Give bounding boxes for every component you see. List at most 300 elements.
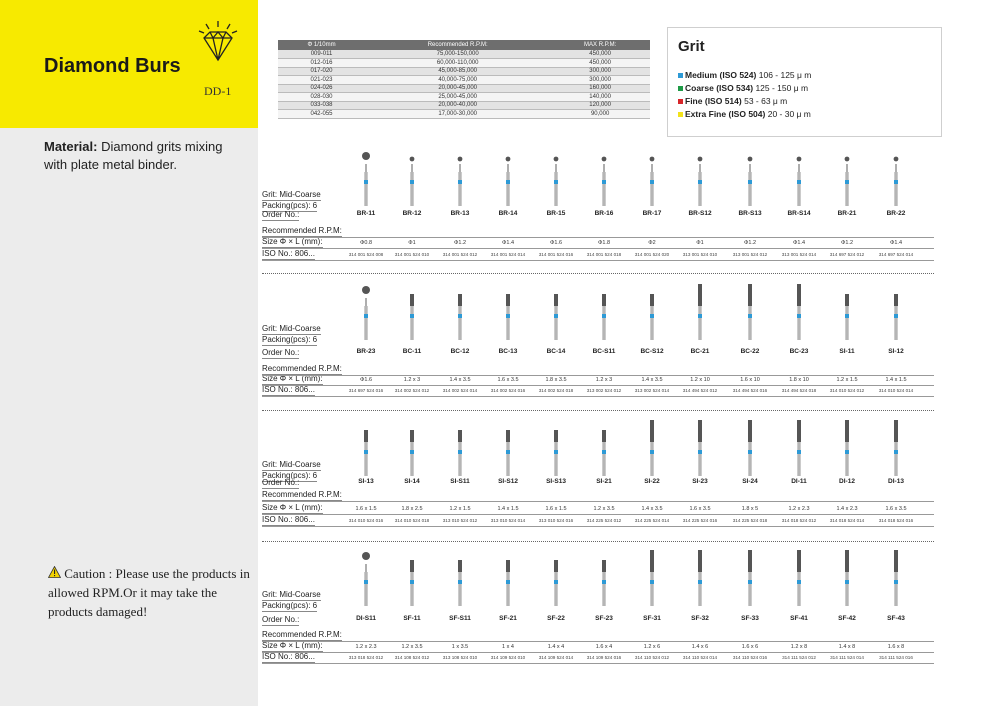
iso-number: 314 111 524 012 — [782, 655, 816, 660]
bur-icon — [696, 150, 704, 206]
bur-image — [843, 284, 851, 345]
table-row — [278, 84, 650, 93]
bur-icon — [696, 284, 704, 340]
size-value: Φ1.8 — [597, 240, 611, 246]
table-cell: 17,000-30,000 — [365, 110, 550, 119]
bur-image — [552, 550, 560, 611]
iso-number: 314 111 524 016 — [879, 655, 913, 660]
order-number: DI-11 — [791, 478, 807, 485]
iso-number: 314 002 524 014 — [442, 388, 478, 393]
order-number: BR-23 — [356, 348, 376, 355]
bur-icon — [504, 150, 512, 206]
table-cell: 45,000-85,000 — [365, 67, 550, 76]
row-divider — [262, 514, 934, 515]
table-row — [278, 110, 650, 119]
bur-image — [600, 420, 608, 481]
iso-number: 313 010 524 014 — [490, 518, 526, 523]
order-number: DI-12 — [839, 478, 855, 485]
row-divider — [262, 641, 934, 642]
bur-icon — [795, 550, 803, 606]
iso-number: 313 002 524 012 — [586, 388, 622, 393]
row-divider — [262, 375, 934, 376]
grit-name-text: Fine — [685, 96, 703, 106]
bur-icon — [362, 420, 370, 476]
size-value: 1.6 x 10 — [740, 377, 760, 383]
table-cell: 140,000 — [550, 93, 650, 102]
order-label: Order No.: — [262, 210, 300, 219]
iso-number: 314 001 524 014 — [490, 252, 526, 257]
iso-number: 314 494 524 016 — [732, 388, 768, 393]
size-value: Φ1.2 — [840, 240, 854, 246]
row-divider — [262, 663, 934, 664]
bur-icon — [362, 550, 370, 606]
order-number: BR-16 — [594, 210, 614, 217]
size-value: Φ1.4 — [501, 240, 515, 246]
size-value: 1.4 x 3.5 — [641, 506, 663, 512]
header-diameter: Φ 1/10mm — [278, 40, 365, 50]
order-number: SF-42 — [838, 615, 856, 622]
bur-image — [795, 284, 803, 345]
order-number: BR-S14 — [787, 210, 811, 217]
iso-number: 314 494 524 012 — [682, 388, 718, 393]
bur-image — [746, 150, 754, 211]
size-value: 1.2 x 3.5 — [401, 644, 423, 650]
bur-image — [552, 150, 560, 211]
grit-color-swatch — [678, 112, 683, 117]
packing-label: Packing(pcs): 6 — [262, 335, 318, 344]
grit-label: Grit: Mid-Coarse — [262, 190, 321, 199]
bur-icon — [600, 550, 608, 606]
size-value: 1.8 x 5 — [741, 506, 759, 512]
bur-image — [504, 420, 512, 481]
bur-image — [408, 550, 416, 611]
warning-icon — [48, 566, 61, 578]
iso-number: 313 001 524 010 — [682, 252, 718, 257]
bur-icon — [746, 150, 754, 206]
order-number: DI-S11 — [356, 615, 376, 622]
order-number: BC-S11 — [592, 348, 616, 355]
header-banner — [0, 0, 258, 128]
iso-number: 314 697 524 016 — [348, 388, 384, 393]
bur-icon — [696, 420, 704, 476]
iso-number: 314 010 524 012 — [829, 388, 865, 393]
rpm-table — [278, 40, 650, 119]
order-number: DI-13 — [888, 478, 904, 485]
bur-image — [648, 150, 656, 211]
table-cell: 017-020 — [278, 67, 365, 76]
table-cell: 60,000-110,000 — [365, 59, 550, 68]
table-cell: 20,000-45,000 — [365, 84, 550, 93]
bur-image — [795, 150, 803, 211]
size-value: 1.6 x 1.5 — [355, 506, 377, 512]
order-number: BR-S12 — [688, 210, 712, 217]
order-number: SI-S11 — [450, 478, 470, 485]
order-number: SI-S12 — [498, 478, 518, 485]
caution-text: Caution : Please use the products in allowed RPM.Or it may take the products damaged! — [48, 566, 250, 619]
header-max-rpm: MAX R.P.M: — [550, 40, 650, 50]
size-value: 1.2 x 6 — [643, 644, 661, 650]
size-value: Φ1.6 — [549, 240, 563, 246]
table-row — [278, 67, 650, 76]
order-number: BR-17 — [642, 210, 662, 217]
iso-number: 314 111 524 014 — [830, 655, 864, 660]
grit-legend — [667, 27, 942, 137]
bur-icon — [600, 150, 608, 206]
table-cell: 012-016 — [278, 59, 365, 68]
iso-number: 313 010 524 016 — [538, 518, 574, 523]
bur-icon — [892, 420, 900, 476]
bur-icon — [600, 284, 608, 340]
grit-iso: (ISO 514) — [704, 96, 742, 106]
bur-icon — [504, 550, 512, 606]
bur-image — [456, 284, 464, 345]
table-cell: 450,000 — [550, 59, 650, 68]
grit-iso: (ISO 534) — [716, 83, 754, 93]
section-separator — [262, 273, 934, 274]
iso-number: 314 108 524 012 — [394, 655, 430, 660]
grit-item — [678, 108, 931, 121]
bur-image — [696, 420, 704, 481]
iso-number: 314 010 524 014 — [878, 388, 914, 393]
grit-item — [678, 95, 931, 108]
bur-image — [746, 420, 754, 481]
row-divider — [262, 260, 934, 261]
table-row — [278, 50, 650, 59]
bur-image — [795, 420, 803, 481]
bur-icon — [746, 550, 754, 606]
bur-icon — [648, 550, 656, 606]
table-cell: 75,000-150,000 — [365, 50, 550, 59]
order-number: SF-22 — [547, 615, 565, 622]
iso-number: 314 010 524 018 — [394, 518, 430, 523]
order-number: SF-32 — [691, 615, 709, 622]
order-label: Order No.: — [262, 615, 300, 624]
order-number: BC-13 — [498, 348, 518, 355]
bur-image — [408, 420, 416, 481]
iso-number: 314 697 524 014 — [878, 252, 914, 257]
order-number: SI-21 — [596, 478, 612, 485]
size-value: Φ1 — [696, 240, 704, 246]
bur-image — [648, 550, 656, 611]
table-cell: 033-038 — [278, 101, 365, 110]
grit-range: 53 - 63 μ m — [744, 96, 788, 106]
grit-name — [685, 83, 753, 93]
bur-icon — [552, 420, 560, 476]
table-row — [278, 59, 650, 68]
order-number: BR-12 — [402, 210, 422, 217]
iso-number: 314 002 524 018 — [538, 388, 574, 393]
table-cell: 028-030 — [278, 93, 365, 102]
order-number: BC-11 — [402, 348, 422, 355]
size-value: Φ1.2 — [453, 240, 467, 246]
order-number: BC-S12 — [640, 348, 664, 355]
order-number: SF-43 — [887, 615, 905, 622]
iso-number: 314 001 524 008 — [348, 252, 384, 257]
grit-name — [685, 96, 742, 106]
order-number: BR-S13 — [738, 210, 762, 217]
order-label: Order No.: — [262, 348, 300, 357]
bur-icon — [552, 550, 560, 606]
bur-icon — [648, 420, 656, 476]
bur-image — [504, 550, 512, 611]
order-number: SI-11 — [839, 348, 855, 355]
row-divider — [262, 526, 934, 527]
bur-image — [892, 550, 900, 611]
size-label: Size Φ × L (mm): — [262, 237, 323, 246]
order-number: SF-33 — [741, 615, 759, 622]
iso-number: 314 225 524 012 — [586, 518, 622, 523]
order-number: BR-14 — [498, 210, 518, 217]
grit-range: 125 - 150 μ m — [755, 83, 809, 93]
bur-image — [696, 550, 704, 611]
bur-icon — [795, 150, 803, 206]
table-cell: 021-023 — [278, 76, 365, 85]
bur-image — [504, 284, 512, 345]
order-number: BC-23 — [789, 348, 809, 355]
iso-number: 314 697 524 012 — [829, 252, 865, 257]
iso-label: ISO No.: 806... — [262, 652, 315, 661]
bur-icon — [843, 550, 851, 606]
order-number: BC-22 — [740, 348, 760, 355]
size-value: 1.2 x 10 — [690, 377, 710, 383]
bur-image — [362, 420, 370, 481]
size-value: 1.6 x 1.5 — [545, 506, 567, 512]
grit-label: Grit: Mid-Coarse — [262, 460, 321, 469]
row-divider — [262, 501, 934, 502]
bur-image — [362, 150, 370, 211]
bur-image — [648, 284, 656, 345]
bur-icon — [746, 420, 754, 476]
size-value: 1 x 3.5 — [451, 644, 469, 650]
iso-number: 314 109 524 014 — [538, 655, 574, 660]
size-value: Φ1.4 — [792, 240, 806, 246]
packing-label: Packing(pcs): 6 — [262, 601, 318, 610]
iso-number: 314 109 524 010 — [490, 655, 526, 660]
order-number: SF-11 — [403, 615, 421, 622]
iso-number: 314 018 524 014 — [829, 518, 865, 523]
size-value: 1.2 x 3.5 — [593, 506, 615, 512]
bur-image — [696, 284, 704, 345]
iso-number: 314 109 524 016 — [586, 655, 622, 660]
order-number: SI-S13 — [546, 478, 566, 485]
bur-image — [843, 550, 851, 611]
material-label: Material: — [44, 139, 98, 154]
table-cell: 042-055 — [278, 110, 365, 119]
product-section — [262, 418, 934, 538]
bur-icon — [843, 150, 851, 206]
table-cell: 009-011 — [278, 50, 365, 59]
iso-number: 313 001 524 012 — [732, 252, 768, 257]
size-value: 1.4 x 8 — [838, 644, 856, 650]
bur-icon — [795, 284, 803, 340]
iso-number: 314 225 524 014 — [634, 518, 670, 523]
table-cell: 25,000-45,000 — [365, 93, 550, 102]
order-number: SI-22 — [644, 478, 660, 485]
bur-icon — [552, 284, 560, 340]
size-value: 1.6 x 3.5 — [497, 377, 519, 383]
order-number: SI-23 — [692, 478, 708, 485]
bur-icon — [408, 550, 416, 606]
grit-color-swatch — [678, 73, 683, 78]
table-cell: 450,000 — [550, 50, 650, 59]
iso-number: 314 001 524 016 — [538, 252, 574, 257]
order-number: SI-24 — [742, 478, 758, 485]
bur-icon — [504, 420, 512, 476]
iso-number: 314 002 524 012 — [394, 388, 430, 393]
size-value: 1.2 x 1.5 — [449, 506, 471, 512]
rpm-table-header — [278, 40, 650, 50]
iso-number: 313 018 524 012 — [348, 655, 384, 660]
size-value: 1.4 x 3.5 — [641, 377, 663, 383]
iso-number: 313 108 524 010 — [442, 655, 478, 660]
size-value: Φ1.6 — [359, 377, 373, 383]
grit-range: 20 - 30 μ m — [767, 109, 811, 119]
size-label: Size Φ × L (mm): — [262, 374, 323, 383]
size-value: 1.4 x 1.5 — [885, 377, 907, 383]
bur-image — [408, 284, 416, 345]
bur-image — [600, 550, 608, 611]
size-value: 1.2 x 8 — [790, 644, 808, 650]
order-number: SF-31 — [643, 615, 661, 622]
bur-icon — [456, 150, 464, 206]
caution-note — [48, 564, 258, 621]
size-value: 1.2 x 2.3 — [355, 644, 377, 650]
bur-image — [843, 150, 851, 211]
iso-number: 314 002 524 016 — [490, 388, 526, 393]
iso-number: 313 002 524 014 — [634, 388, 670, 393]
size-value: Φ1.2 — [743, 240, 757, 246]
bur-image — [892, 284, 900, 345]
product-section — [262, 148, 934, 268]
table-cell: 024-026 — [278, 84, 365, 93]
order-number: SI-14 — [404, 478, 420, 485]
grit-label: Grit: Mid-Coarse — [262, 324, 321, 333]
brand-code: DD-1 — [204, 84, 232, 98]
size-value: Φ0.8 — [359, 240, 373, 246]
size-value: Φ1 — [408, 240, 416, 246]
bur-icon — [408, 420, 416, 476]
grit-name-text: Coarse — [685, 83, 714, 93]
section-separator — [262, 541, 934, 542]
bur-image — [843, 420, 851, 481]
bur-image — [362, 284, 370, 345]
bur-icon — [696, 550, 704, 606]
order-number: SF-21 — [499, 615, 517, 622]
bur-icon — [892, 550, 900, 606]
iso-number: 314 001 524 020 — [634, 252, 670, 257]
grit-name — [685, 109, 765, 119]
size-value: 1.6 x 8 — [887, 644, 905, 650]
iso-number: 314 225 524 018 — [732, 518, 768, 523]
material-description — [44, 138, 249, 174]
bur-image — [362, 550, 370, 611]
bur-icon — [843, 284, 851, 340]
header-recommended-rpm: Recommended R.P.M: — [365, 40, 550, 50]
order-number: BC-21 — [690, 348, 710, 355]
bur-image — [892, 420, 900, 481]
order-number: SI-12 — [888, 348, 904, 355]
row-divider — [262, 652, 934, 653]
bur-image — [696, 150, 704, 211]
size-value: 1.2 x 3 — [595, 377, 613, 383]
size-value: 1 x 4 — [502, 644, 514, 650]
row-divider — [262, 396, 934, 397]
order-number: BR-21 — [837, 210, 857, 217]
row-divider — [262, 248, 934, 249]
size-value: 1.2 x 2.3 — [788, 506, 810, 512]
order-number: BR-11 — [356, 210, 376, 217]
bur-icon — [504, 284, 512, 340]
table-cell: 90,000 — [550, 110, 650, 119]
rpm-label: Recommended R.P.M: — [262, 364, 342, 373]
bur-icon — [843, 420, 851, 476]
product-section — [262, 282, 934, 402]
bur-image — [456, 150, 464, 211]
grit-color-swatch — [678, 99, 683, 104]
bur-image — [552, 284, 560, 345]
table-row — [278, 93, 650, 102]
order-label: Order No.: — [262, 478, 300, 487]
size-value: 1.6 x 6 — [741, 644, 759, 650]
table-cell: 20,000-40,000 — [365, 101, 550, 110]
bur-icon — [408, 150, 416, 206]
grit-item — [678, 82, 931, 95]
bur-image — [408, 150, 416, 211]
row-divider — [262, 385, 934, 386]
brand-title: Diamond Burs — [44, 55, 181, 77]
order-number: SF-41 — [790, 615, 808, 622]
product-section — [262, 548, 934, 668]
grit-name — [685, 70, 756, 80]
bur-icon — [648, 150, 656, 206]
size-value: 1.8 x 10 — [789, 377, 809, 383]
iso-number: 314 001 524 012 — [442, 252, 478, 257]
size-value: 1.6 x 4 — [595, 644, 613, 650]
bur-image — [795, 550, 803, 611]
grit-item — [678, 69, 931, 82]
size-value: Φ2 — [648, 240, 656, 246]
size-value: Φ1.4 — [889, 240, 903, 246]
size-value: 1.2 x 3 — [403, 377, 421, 383]
iso-label: ISO No.: 806... — [262, 515, 315, 524]
material-text: Diamond grits mixing with plate metal binder. — [44, 139, 223, 172]
table-cell: 160,000 — [550, 84, 650, 93]
table-row — [278, 76, 650, 85]
iso-number: 314 018 524 016 — [878, 518, 914, 523]
size-value: 1.4 x 2.3 — [836, 506, 858, 512]
bur-image — [456, 420, 464, 481]
order-number: SI-13 — [358, 478, 374, 485]
bur-icon — [746, 284, 754, 340]
iso-number: 314 001 524 010 — [394, 252, 430, 257]
size-value: 1.6 x 3.5 — [689, 506, 711, 512]
bur-image — [746, 284, 754, 345]
section-separator — [262, 410, 934, 411]
bur-icon — [362, 150, 370, 206]
grit-name-text: Extra Fine — [685, 109, 727, 119]
bur-image — [552, 420, 560, 481]
size-value: 1.6 x 3.5 — [885, 506, 907, 512]
bur-icon — [600, 420, 608, 476]
order-number: SF-23 — [595, 615, 613, 622]
rpm-label: Recommended R.P.M: — [262, 226, 342, 235]
row-divider — [262, 237, 934, 238]
size-value: 1.8 x 3.5 — [545, 377, 567, 383]
rpm-label: Recommended R.P.M: — [262, 630, 342, 639]
table-cell: 120,000 — [550, 101, 650, 110]
bur-icon — [892, 150, 900, 206]
iso-number: 314 494 524 018 — [781, 388, 817, 393]
